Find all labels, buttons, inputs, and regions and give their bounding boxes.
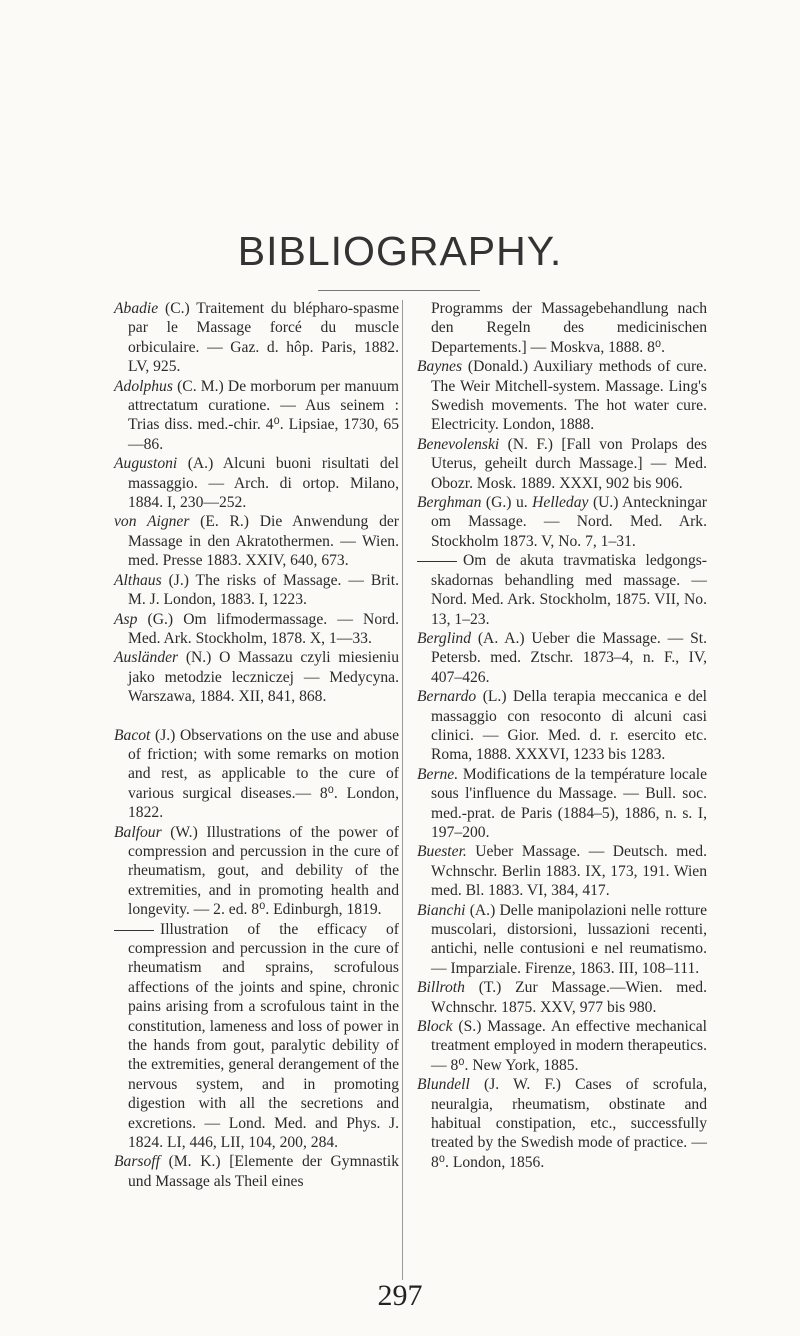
entry-author: Benevolenski — [417, 435, 500, 453]
entry-text: (G.) u. — [481, 494, 533, 512]
entry-author: Adolphus — [114, 377, 173, 395]
entry-text: (U.) Anteckningar om Massage. — Nord. Med. Ark. Stockholm 1873. V, No. 7, 1–31. — [431, 494, 707, 550]
entry-text: (W.) Illustrations of the power of compression and percussion in the cure of rheumatism, gout, and debility of the extremities, and in promoting health and longevity. — 2. ed. 8⁰. Edinburgh, 1819. — [128, 823, 399, 919]
entry-author: Berne. — [417, 765, 459, 783]
entry-text: (C. M.) De morborum per manuum attrectatum curatione. — Aus seinem : Trias diss. med.-chir. 4⁰. Lipsiae, 1730, 65—86. — [128, 377, 399, 453]
bibliography-entry — [417, 1017, 707, 1075]
entry-author: von Aigner — [114, 513, 190, 531]
entry-text: Illustration of the efficacy of compression and percussion in the cure of rheumatism and sprains, scrofulous affections of the joints and spine, chronic pains arising from a scrofulous taint in the constitution, lameness and loss of power in the hands from gout, paralytic debility of the extremities, general derangement of the nervous system, and in promoting digestion with all the secretions and excretions. — Lond. Med. and Phys. J. 1824. LI, 446, LII, 104, 200, 284. — [128, 920, 399, 1152]
entry-text: (L.) Della terapia meccanica e del massaggio con resoconto di alcuni casi clinici. — Gior. Med. d. r. esercito etc. Roma, 1888. XXXVI, 1233 bis 1283. — [431, 688, 707, 764]
entry-author: Berghman — [417, 494, 482, 512]
entry-author: Althaus — [114, 571, 162, 589]
bibliography-entry — [417, 842, 707, 900]
bibliography-entry — [417, 493, 707, 551]
entry-text: (A. A.) Ueber die Massage. — St. Petersb. med. Ztschr. 1873–4, n. F., IV, 407–426. — [431, 629, 707, 686]
entry-text: Programms der Massagebehandlung nach den Regeln des medicinischen Departements.] — Moskva, 1888. 8⁰. — [431, 300, 707, 356]
entry-author: Billroth — [417, 979, 465, 997]
bibliography-entry — [417, 901, 707, 979]
bibliography-entry — [417, 765, 707, 843]
bibliography-entry — [114, 610, 399, 649]
entry-author: Bacot — [114, 726, 151, 744]
title-rule — [318, 290, 480, 291]
entry-text: Om de akuta travmatiska ledgongs-skadornas behandling med massage. — Nord. Med. Ark. Stockholm, 1875. VII, No. 13, 1–23. — [431, 552, 707, 628]
bibliography-entry — [417, 978, 707, 1017]
entry-text: (J.) Observations on the use and abuse of friction; with some remarks on motion and rest, as applicable to the cure of various surgical diseases.— 8⁰. London, 1822. — [128, 726, 399, 822]
entry-text: Ueber Massage. — Deutsch. med. Wchnschr. Berlin 1883. IX, 173, 191. Wien med. Bl. 1883. VI, 384, 417. — [431, 843, 707, 900]
entry-text: (A.) Delle manipolazioni nelle rotture muscolari, distorsioni, lussazioni recenti, antichi, nelle contusioni e nel reumatismo. — Imparziale. Firenze, 1863. III, 108–111. — [431, 901, 707, 977]
entry-author: Bianchi — [417, 901, 466, 919]
column-divider — [402, 300, 403, 1280]
bibliography-entry — [114, 571, 399, 610]
bibliography-entry — [114, 377, 399, 455]
bibliography-entry — [417, 629, 707, 687]
entry-author: Abadie — [114, 300, 159, 317]
entry-author: Berglind — [417, 629, 471, 647]
page-number: 297 — [377, 1279, 423, 1312]
ditto-dash — [114, 930, 154, 931]
entry-author: Ausländer — [114, 649, 179, 667]
entry-text: (C.) Traitement du blépharo-spasme par le Massage forcé du muscle orbiculaire. — Gaz. d. hôp. Paris, 1882. LV, 925. — [128, 300, 399, 376]
entry-text: (A.) Alcuni buoni risultati del massaggio. — Arch. di ortop. Milano, 1884. I, 230—252. — [128, 455, 399, 512]
entry-text: (G.) Om lifmodermassage. — Nord. Med. Ark. Stockholm, 1878. X, 1—33. — [128, 610, 399, 647]
bibliography-entry — [417, 357, 707, 435]
entry-author: Balfour — [114, 823, 162, 841]
entry-author: Buester. — [417, 843, 467, 861]
bibliography-entry — [417, 551, 707, 629]
bibliography-entry — [114, 726, 399, 823]
bibliography-entry — [114, 454, 399, 512]
entry-text: (J. W. F.) Cases of scrofula, neuralgia, rheumatism, obstinate and habitual constipation, etc., successfully treated by the Swedish mode of practice. — 8⁰. London, 1856. — [431, 1076, 707, 1171]
bibliography-entry — [417, 1075, 707, 1172]
entry-text: (N.) O Massazu czyli miesieniu jako metodzie leczniczej — Medycyna. Warszawa, 1884. XII, 841, 868. — [128, 649, 399, 706]
entry-author: Baynes — [417, 358, 463, 376]
bibliography-entry — [114, 648, 399, 706]
entry-text: (N. F.) [Fall von Prolaps des Uterus, geheilt durch Massage.] — Med. Obozr. Mosk. 1889. XXXI, 902 bis 906. — [431, 435, 707, 492]
bibliography-entry — [114, 299, 399, 377]
entry-text: (T.) Zur Massage.—Wien. med. Wchnschr. 1875. XXV, 977 bis 980. — [431, 979, 707, 1016]
entry-author: Asp — [114, 610, 138, 628]
entry-author: Bernardo — [417, 688, 477, 706]
bibliography-entry — [114, 512, 399, 570]
entry-text: (J.) The risks of Massage. — Brit. M. J. London, 1883. I, 1223. — [128, 571, 399, 609]
bibliography-entry — [114, 823, 399, 920]
page-title: BIBLIOGRAPHY. — [237, 228, 563, 274]
left-column — [114, 299, 399, 1191]
entry-text: (Donald.) Auxiliary methods of cure. The Weir Mitchell-system. Massage. Ling's Swedish movements. The hot water cure. Electricity. London, 1888. — [431, 358, 707, 434]
bibliography-entry — [114, 920, 399, 1153]
entry-text: (S.) Massage. An effective mechanical treatment employed in modern therapeutics. — 8⁰. New York, 1885. — [431, 1018, 707, 1074]
entry-author: Augustoni — [114, 455, 178, 473]
entry-author: Barsoff — [114, 1153, 160, 1171]
entry-author: Block — [417, 1018, 453, 1036]
right-column — [417, 299, 707, 1172]
entry-text: (E. R.) Die Anwendung der Massage in den Akratothermen. — Wien. med. Presse 1883. XXIV, 640, 673. — [128, 513, 399, 570]
entry-text: Modifications de la température locale sous l'influence du Massage. — Bull. soc. med.-prat. de Paris (1884–5), 1886, n. s. I, 197–200. — [431, 765, 707, 841]
entry-text: (M. K.) [Elemente der Gymnastik und Massage als Theil eines — [128, 1153, 399, 1190]
bibliography-entry — [417, 299, 707, 357]
bibliography-entry — [417, 687, 707, 765]
ditto-dash — [417, 561, 457, 562]
entry-coauthor: Helleday — [532, 494, 589, 512]
bibliography-entry — [114, 1152, 399, 1191]
bibliography-entry — [417, 435, 707, 493]
entry-author: Blundell — [417, 1076, 470, 1094]
